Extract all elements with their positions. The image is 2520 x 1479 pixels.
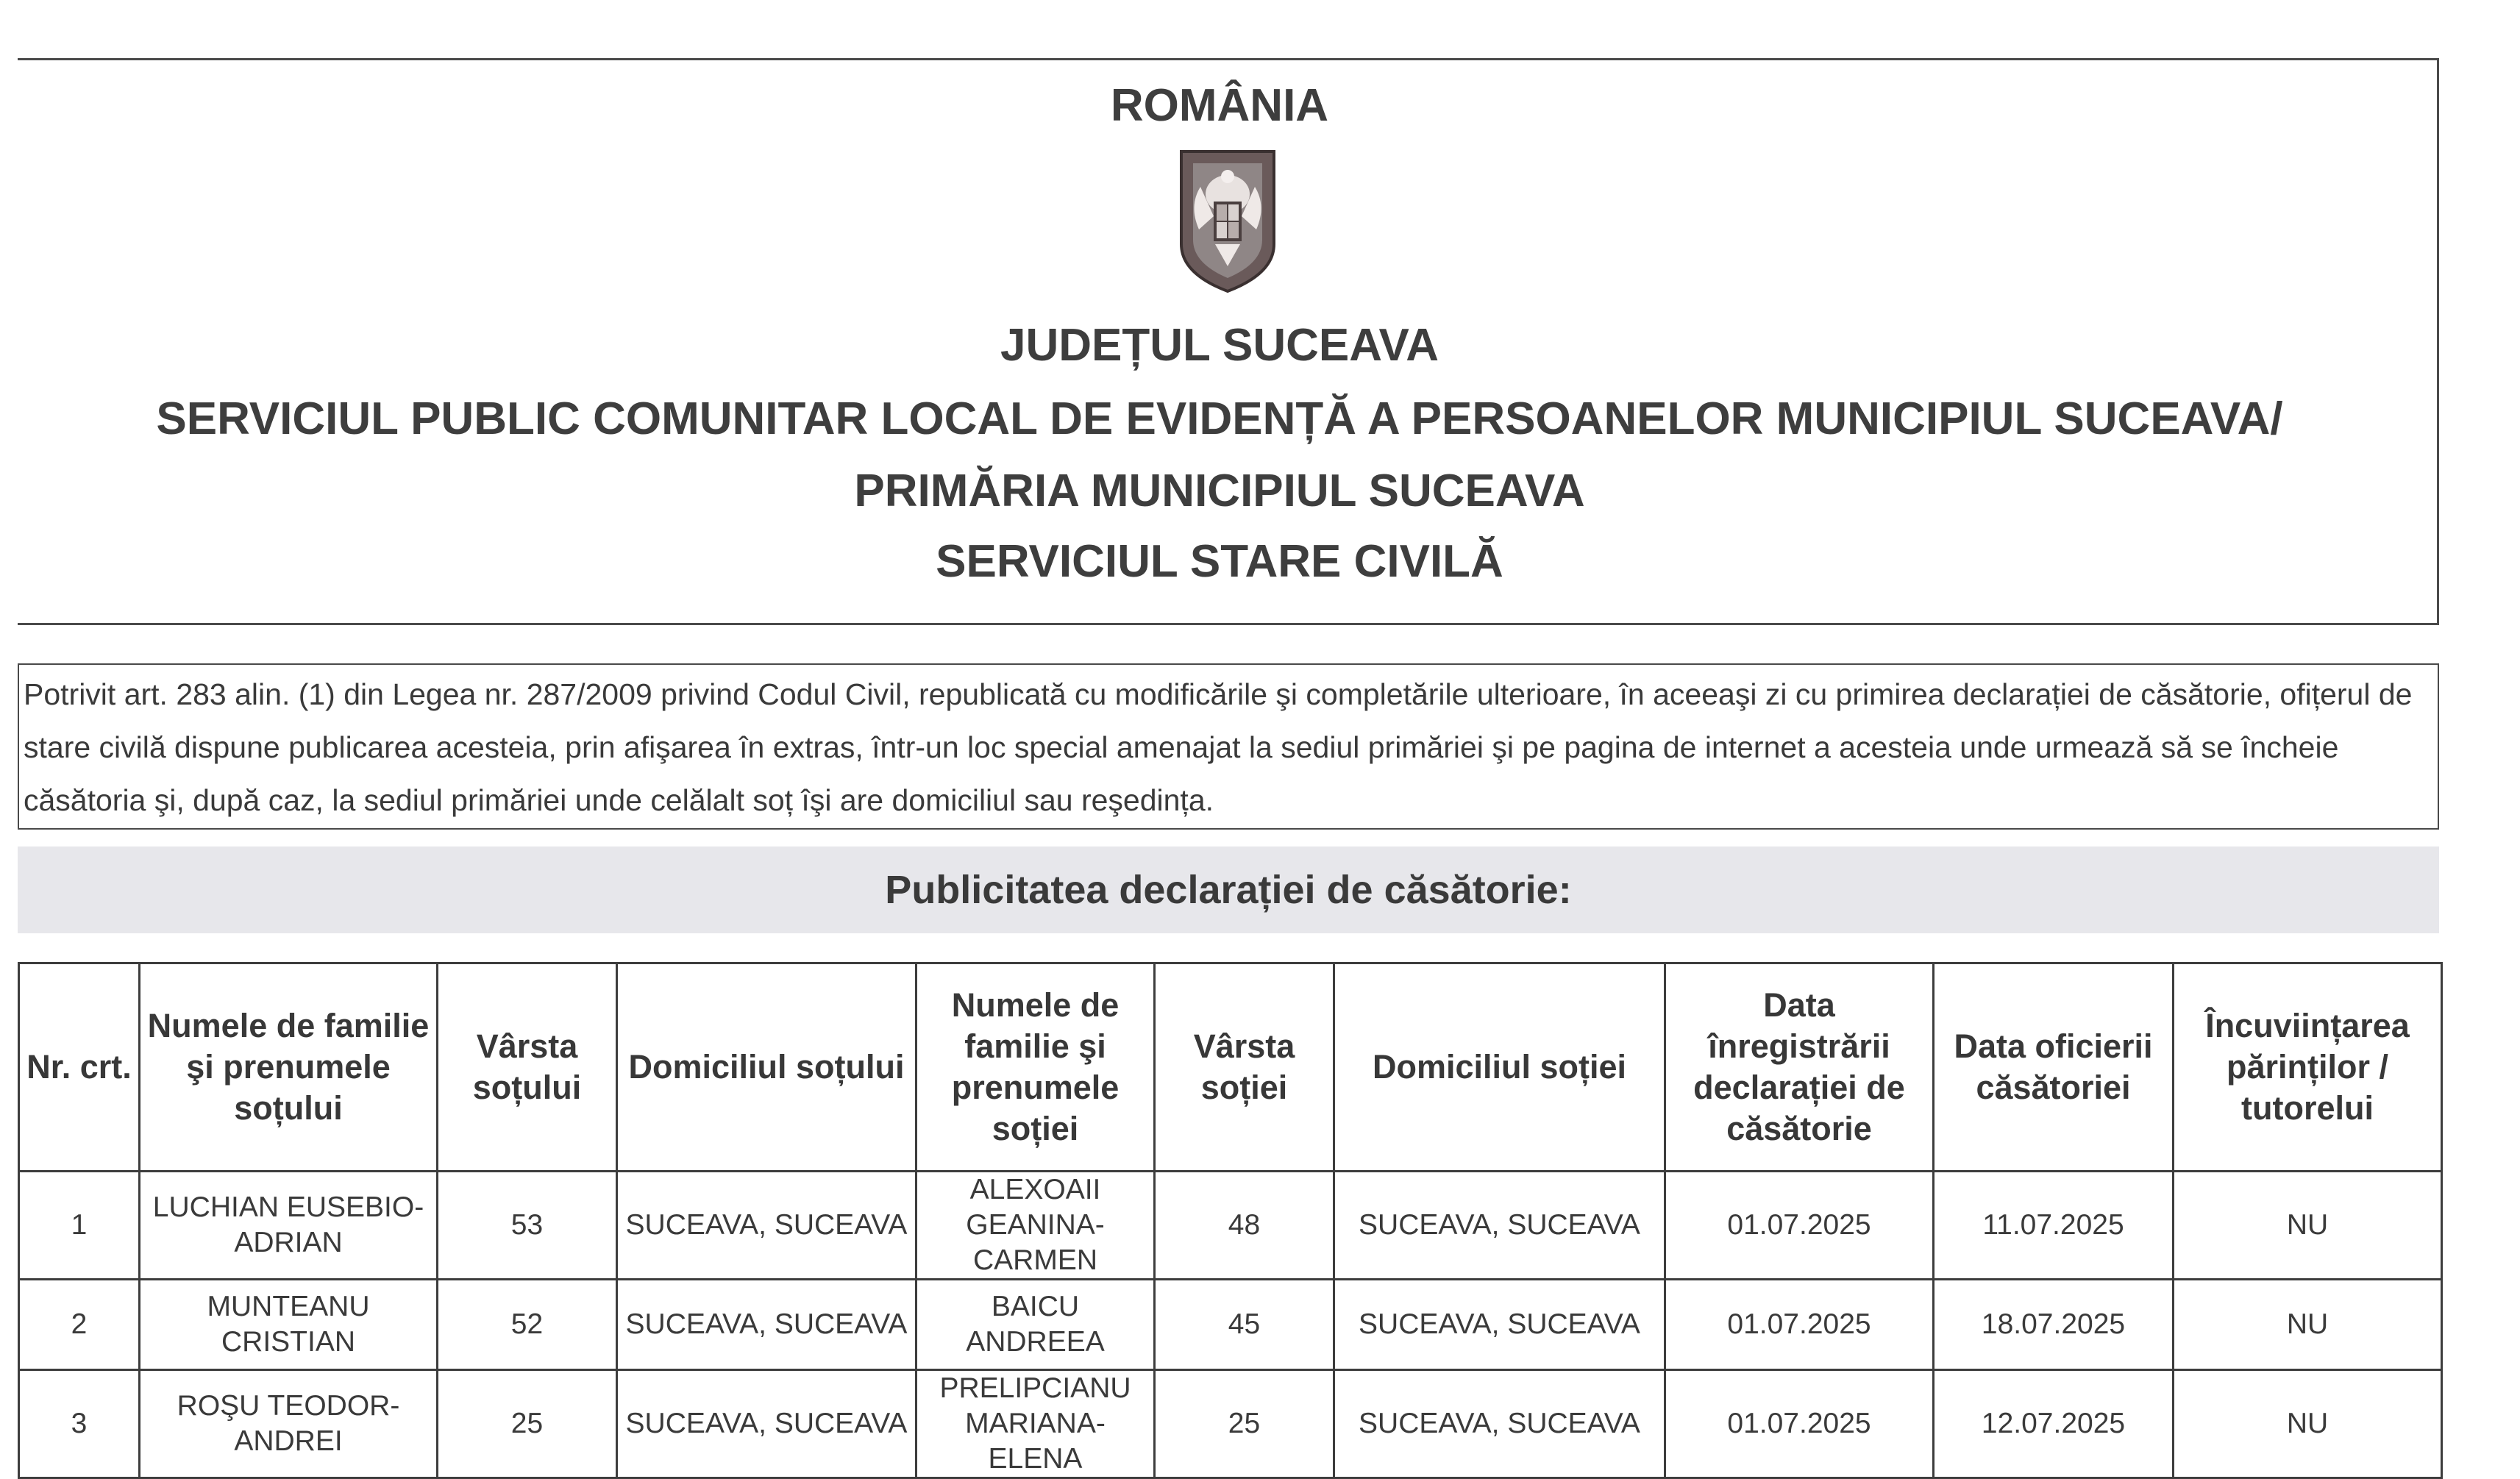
col-header-wife-residence: Domiciliul soției	[1334, 963, 1665, 1172]
cell-husband-residence: SUCEAVA, SUCEAVA	[617, 1280, 916, 1370]
col-header-wife-name: Numele de familie şi prenumele soției	[916, 963, 1155, 1172]
table-row	[19, 1172, 2442, 1280]
cell-wife-name: ALEXOAII GEANINA-CARMEN	[916, 1172, 1155, 1280]
cell-wife-age: 45	[1155, 1280, 1334, 1370]
marriage-declarations-table	[18, 962, 2443, 1479]
cell-marriage-date: 18.07.2025	[1934, 1280, 2174, 1370]
cell-husband-age: 25	[438, 1370, 617, 1478]
cell-wife-name: BAICU ANDREEA	[916, 1280, 1155, 1370]
col-header-husband-name: Numele de familie şi prenumele soțului	[140, 963, 438, 1172]
cell-nr: 2	[19, 1280, 140, 1370]
col-header-parental-consent: Încuviințarea părinților / tutorelui	[2174, 963, 2442, 1172]
cell-marriage-date: 11.07.2025	[1934, 1172, 2174, 1280]
col-header-wife-age: Vârsta soției	[1155, 963, 1334, 1172]
cell-parental-consent: NU	[2174, 1172, 2442, 1280]
cell-husband-age: 52	[438, 1280, 617, 1370]
cell-wife-residence: SUCEAVA, SUCEAVA	[1334, 1280, 1665, 1370]
table-header-row	[19, 963, 2442, 1172]
cell-wife-residence: SUCEAVA, SUCEAVA	[1334, 1172, 1665, 1280]
cell-parental-consent: NU	[2174, 1370, 2442, 1478]
city-hall-heading: PRIMĂRIA MUNICIPIUL SUCEAVA	[854, 466, 1585, 516]
col-header-marriage-date: Data oficierii căsătoriei	[1934, 963, 2174, 1172]
coat-of-arms-icon	[1178, 149, 1277, 294]
table-row	[19, 1370, 2442, 1478]
cell-husband-residence: SUCEAVA, SUCEAVA	[617, 1172, 916, 1280]
cell-parental-consent: NU	[2174, 1280, 2442, 1370]
cell-registration-date: 01.07.2025	[1665, 1280, 1934, 1370]
cell-husband-age: 53	[438, 1172, 617, 1280]
cell-husband-name: LUCHIAN EUSEBIO-ADRIAN	[140, 1172, 438, 1280]
col-header-husband-residence: Domiciliul soțului	[617, 963, 916, 1172]
section-banner	[18, 847, 2439, 933]
table-row	[19, 1280, 2442, 1370]
cell-wife-residence: SUCEAVA, SUCEAVA	[1334, 1370, 1665, 1478]
country-heading: ROMÂNIA	[1110, 80, 1329, 131]
col-header-nr: Nr. crt.	[19, 963, 140, 1172]
service-heading: SERVICIUL PUBLIC COMUNITAR LOCAL DE EVIDENȚĂ A PERSOANELOR MUNICIPIUL SUCEAVA/	[156, 393, 2283, 444]
cell-wife-age: 48	[1155, 1172, 1334, 1280]
cell-marriage-date: 12.07.2025	[1934, 1370, 2174, 1478]
cell-nr: 1	[19, 1172, 140, 1280]
county-heading: JUDEȚUL SUCEAVA	[1000, 320, 1439, 371]
legal-notice: Potrivit art. 283 alin. (1) din Legea nr. 287/2009 privind Codul Civil, republicată cu modificările şi completările ulterioare, în aceeaşi zi cu primirea declarației de căsătorie, ofițerul de stare civilă dispune publicarea acesteia, prin afişarea în extras, într-un loc special amenajat la sediul primăriei şi pe pagina de internet a acesteia unde urmează să se încheie căsătoria şi, după caz, la sediul primăriei unde celălalt soț îşi are domiciliul sau reşedința.	[18, 663, 2439, 830]
cell-registration-date: 01.07.2025	[1665, 1370, 1934, 1478]
cell-husband-name: MUNTEANU CRISTIAN	[140, 1280, 438, 1370]
cell-husband-name: ROŞU TEODOR-ANDREI	[140, 1370, 438, 1478]
cell-husband-residence: SUCEAVA, SUCEAVA	[617, 1370, 916, 1478]
cell-wife-age: 25	[1155, 1370, 1334, 1478]
section-title: Publicitatea declarației de căsătorie:	[885, 868, 1572, 912]
cell-nr: 3	[19, 1370, 140, 1478]
department-heading: SERVICIUL STARE CIVILĂ	[936, 536, 1503, 587]
col-header-husband-age: Vârsta soțului	[438, 963, 617, 1172]
cell-registration-date: 01.07.2025	[1665, 1172, 1934, 1280]
col-header-registration-date: Data înregistrării declarației de căsătorie	[1665, 963, 1934, 1172]
cell-wife-name: PRELIPCIANU MARIANA-ELENA	[916, 1370, 1155, 1478]
